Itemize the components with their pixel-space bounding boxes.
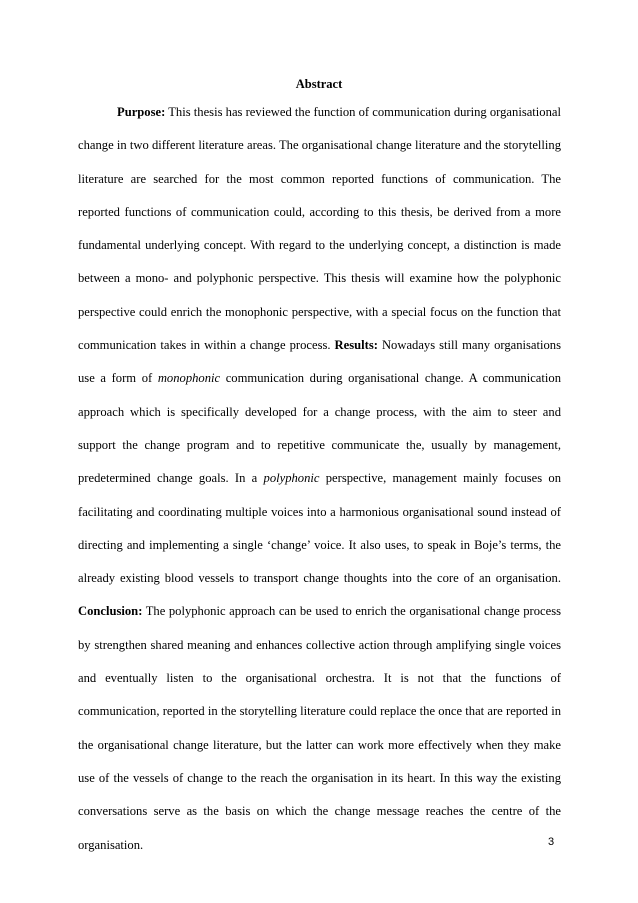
conclusion-text: The polyphonic approach can be used to enrich the organisational change process by strengthen shared meaning and enhances collective action through amplifying single voices and eventually listen to the organisational orchestra. It is not that the functions of communication, reported in the storytelling literature could replace the once that are reported in the organisational change literature, but the latter can work more effectively when they make use of the vessels of change to the reach the organisation in its heart. In this way the existing conversations serve as the basis on which the change message reaches the centre of the organisation. bbox=[78, 604, 561, 852]
page-number: 3 bbox=[548, 836, 555, 848]
results-text-3: perspective, management mainly focuses on facilitating and coordinating multiple voices into a harmonious organisational sound instead of directing and implementing a single ‘change’ voice. It also uses, to speak in Boje’s terms, the already existing blood vessels to transport change thoughts into the core of an organisation. bbox=[78, 471, 561, 586]
purpose-label: Purpose: bbox=[117, 105, 166, 119]
monophonic-term: monophonic bbox=[157, 371, 221, 386]
results-label: Results: bbox=[334, 338, 378, 353]
abstract-heading: Abstract bbox=[295, 77, 343, 91]
conclusion-label: Conclusion: bbox=[78, 604, 143, 619]
polyphonic-term: polyphonic bbox=[263, 471, 320, 486]
results-text-1: Nowadays still many organisations use a form of bbox=[78, 338, 562, 386]
results-text-2: communication during organisational change. A communication approach which is specifically developed for a change process, with the aim to steer and support the change program and to repetitive communicate the, usually by management, predetermined change goals. In a bbox=[78, 371, 561, 486]
purpose-text: This thesis has reviewed the function of communication during organisational change in two different literature areas. The organisational change literature and the storytelling literature are searched for the most common reported functions of communication. The reported functions of communication could, according to this thesis, be derived from a more fundamental underlying concept. With regard to the underlying concept, a distinction is made between a mono- and polyphonic perspective. This thesis will examine how the polyphonic perspective could enrich the monophonic perspective, with a special focus on the function that communication takes in within a change process. bbox=[78, 105, 561, 353]
abstract-paragraph bbox=[78, 96, 561, 862]
